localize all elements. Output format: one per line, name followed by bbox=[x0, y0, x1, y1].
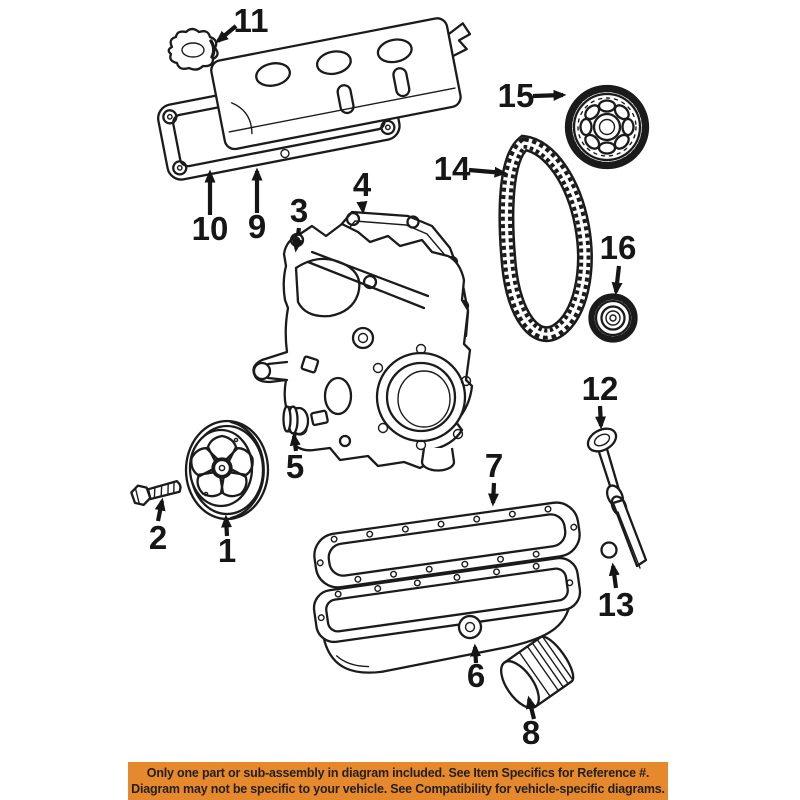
callout-3-number: 3 bbox=[289, 192, 309, 229]
callout-2 bbox=[149, 501, 167, 556]
callout-10 bbox=[192, 173, 229, 247]
callout-8-number: 8 bbox=[521, 714, 541, 751]
callout-13-number: 13 bbox=[597, 586, 635, 623]
callout-2-number: 2 bbox=[148, 519, 168, 556]
callout-6-arrow bbox=[475, 647, 476, 663]
callout-7-number: 7 bbox=[484, 447, 504, 484]
callout-9 bbox=[248, 171, 266, 245]
crankshaft-sprocket bbox=[590, 295, 637, 342]
callout-4-arrow bbox=[362, 202, 363, 211]
callout-7-arrow bbox=[493, 483, 494, 503]
callout-14-arrow bbox=[469, 170, 504, 173]
disclaimer-line-1: Only one part or sub-assembly in diagram included. See Item Specifics for Reference #. bbox=[146, 766, 650, 780]
callout-2-arrow bbox=[158, 501, 162, 521]
camshaft-sprocket bbox=[566, 86, 648, 168]
callout-1-number: 1 bbox=[217, 532, 237, 569]
callout-5-number: 5 bbox=[285, 448, 305, 485]
dipstick-tube bbox=[602, 483, 647, 568]
callout-10-number: 10 bbox=[191, 210, 229, 247]
callout-12 bbox=[582, 370, 619, 426]
callout-16-number: 16 bbox=[599, 229, 637, 266]
callout-4-number: 4 bbox=[352, 166, 372, 203]
callout-12-number: 12 bbox=[581, 370, 619, 407]
engine-oil-dipstick bbox=[584, 424, 620, 492]
disclaimer-line-2: Diagram may not be specific to your vehicle. See Compatibility for vehicle-specific diagrams. bbox=[131, 782, 665, 796]
callout-1-arrow bbox=[226, 518, 227, 536]
callout-11 bbox=[218, 2, 268, 41]
crankshaft-front-seal bbox=[284, 407, 309, 435]
callout-16 bbox=[600, 229, 637, 292]
callout-14 bbox=[434, 150, 504, 187]
callout-9-number: 9 bbox=[247, 208, 267, 245]
timing-chain bbox=[506, 143, 584, 334]
callout-6-number: 6 bbox=[466, 657, 486, 694]
callout-1 bbox=[218, 518, 236, 569]
callout-15-number: 15 bbox=[497, 77, 535, 114]
callout-12-arrow bbox=[600, 406, 601, 426]
callout-13 bbox=[598, 566, 635, 623]
crankshaft-pulley bbox=[186, 421, 268, 519]
callout-4 bbox=[353, 166, 372, 211]
callout-7 bbox=[485, 447, 503, 503]
callout-16-arrow bbox=[616, 266, 619, 292]
pulley-bolt bbox=[130, 476, 182, 507]
callout-15-arrow bbox=[533, 95, 563, 96]
callout-15 bbox=[498, 77, 563, 114]
callout-5-arrow bbox=[294, 436, 296, 451]
callout-11-number: 11 bbox=[233, 2, 269, 39]
callout-14-number: 14 bbox=[433, 150, 471, 187]
oil-filler-cap bbox=[169, 29, 218, 70]
callout-13-arrow bbox=[613, 566, 616, 588]
timing-chain-cover bbox=[254, 224, 472, 471]
disclaimer-banner bbox=[128, 762, 668, 800]
